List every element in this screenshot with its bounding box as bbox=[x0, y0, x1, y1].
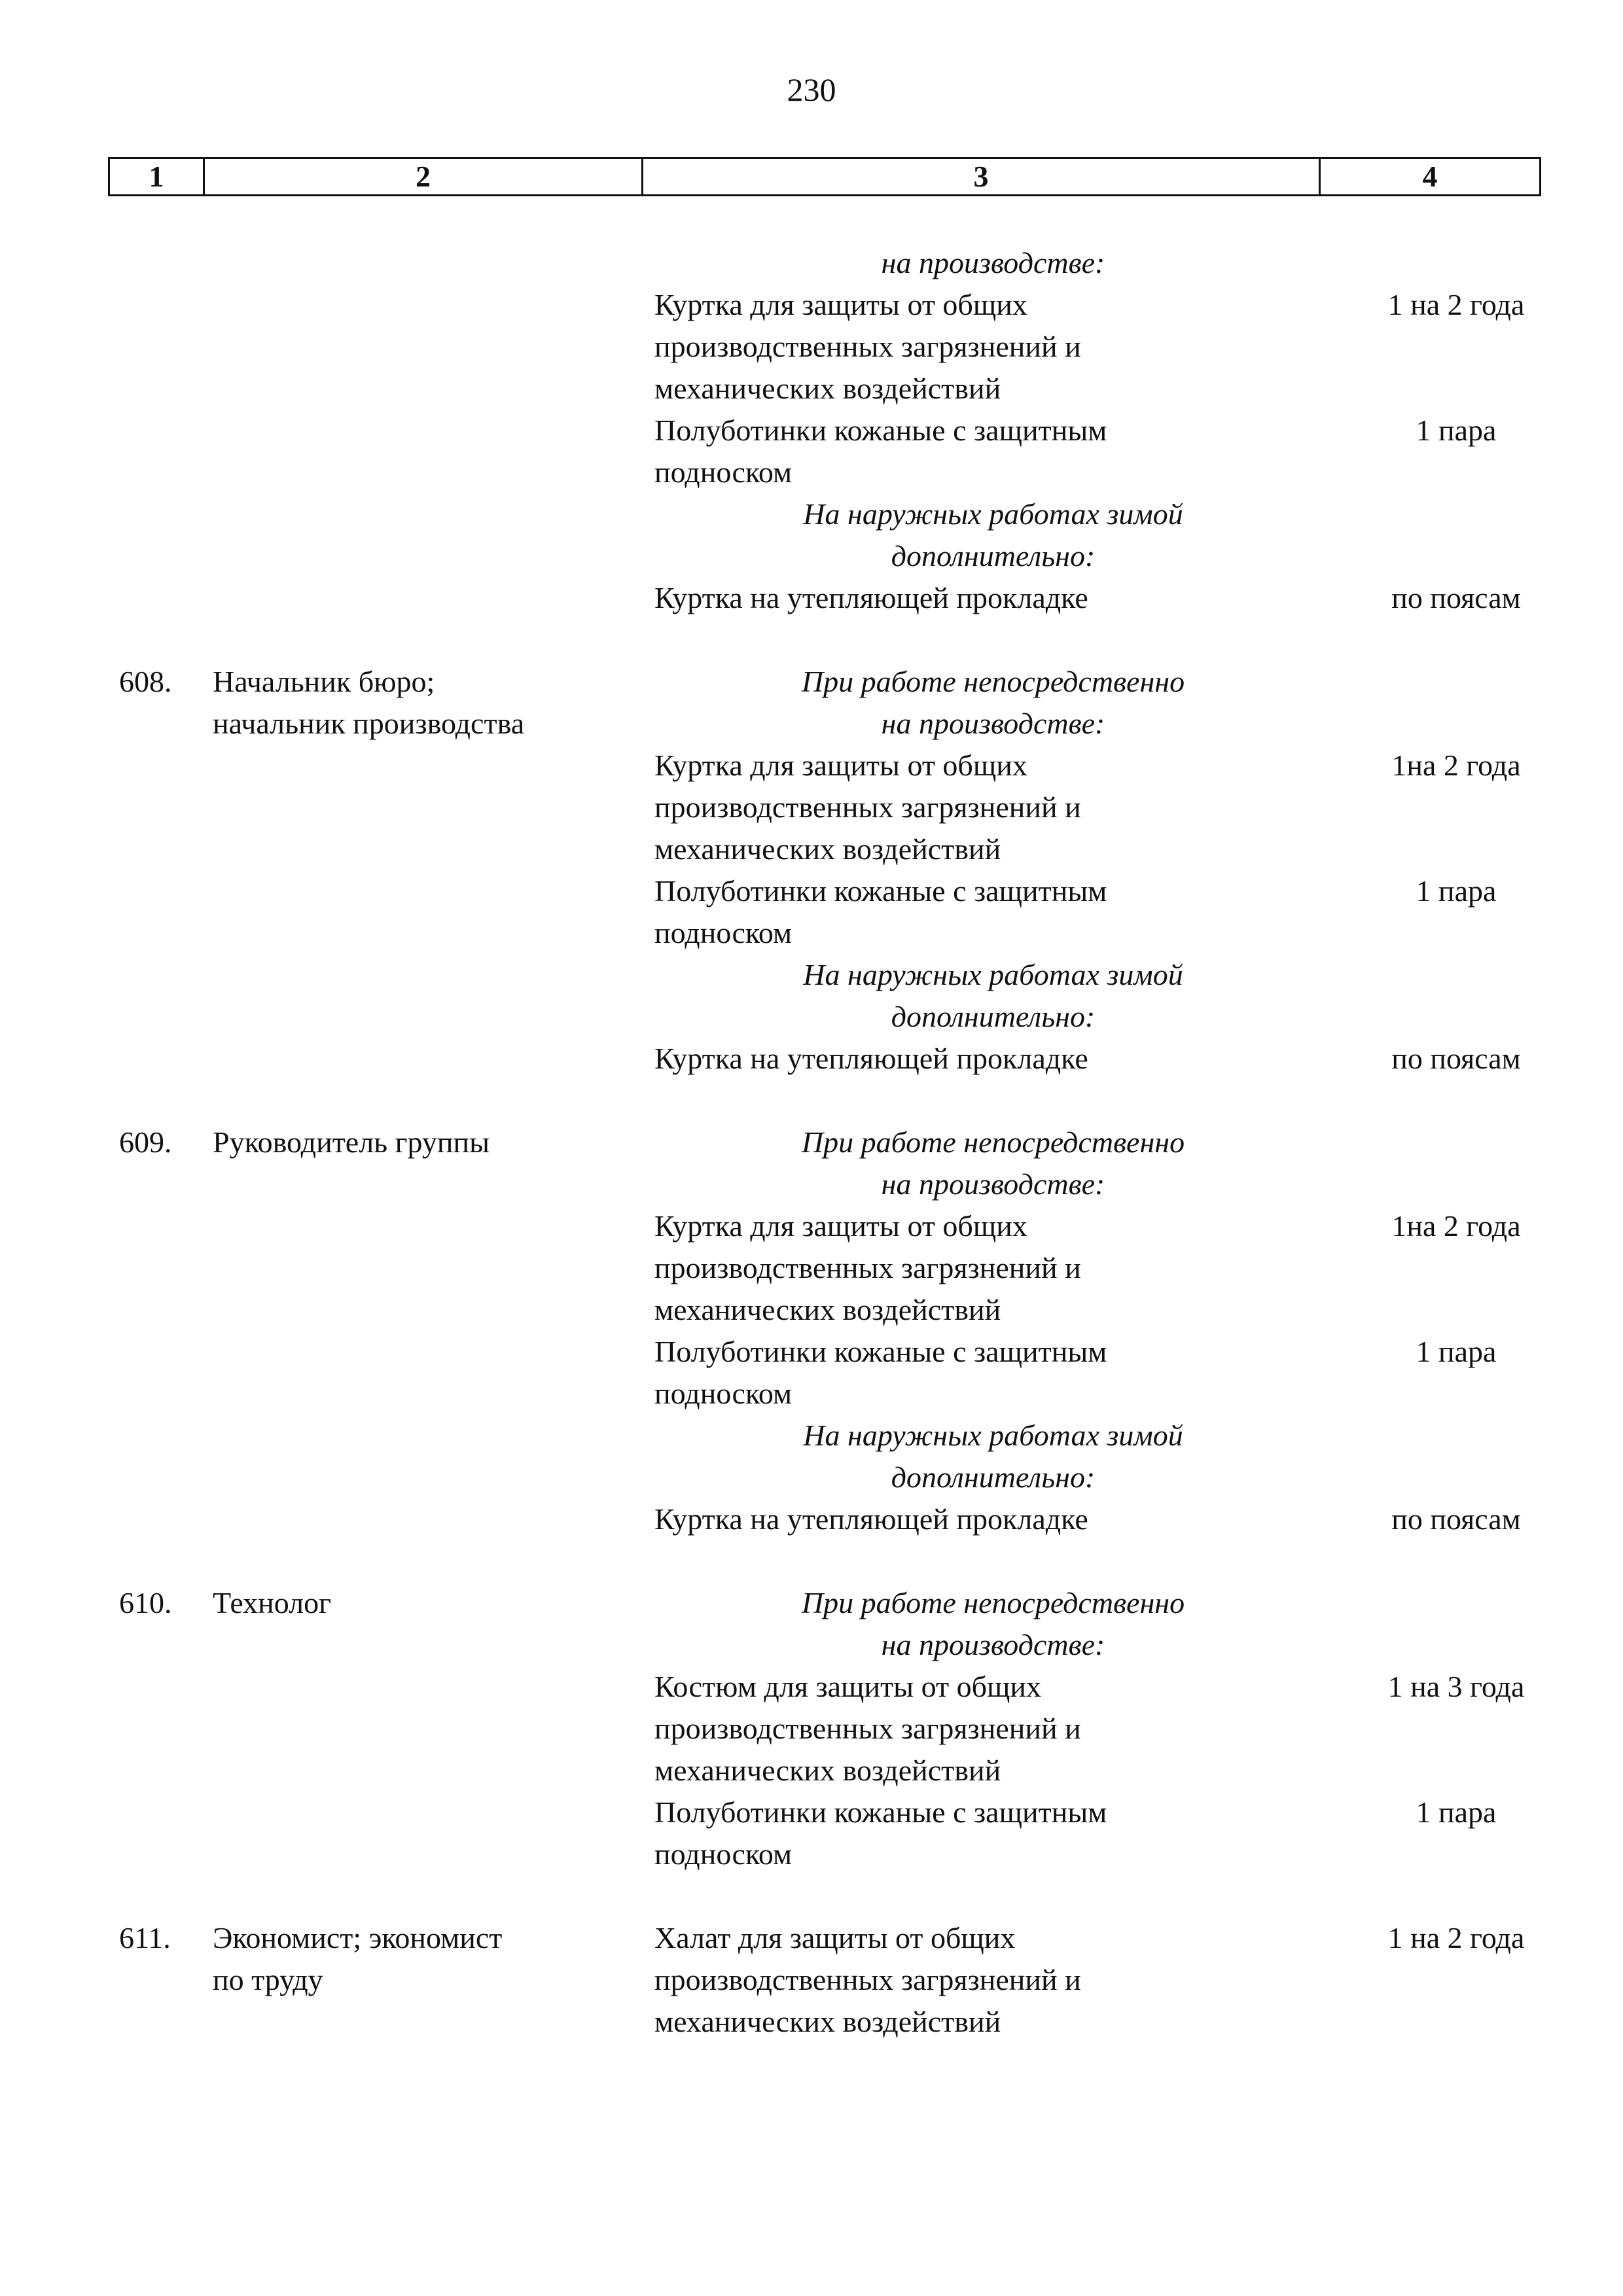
ppe-item: Полуботинки кожаные с защитным bbox=[654, 1335, 1107, 1368]
row-number: 611. bbox=[119, 1921, 171, 1954]
row-number: 608. bbox=[119, 665, 172, 698]
condition-subheading: на производстве: bbox=[881, 1167, 1105, 1201]
condition-subheading: дополнительно: bbox=[891, 1460, 1096, 1494]
profession-name: начальник производства bbox=[213, 707, 525, 740]
ppe-item: производственных загрязнений и bbox=[654, 330, 1081, 363]
profession-name: Начальник бюро; bbox=[213, 665, 435, 698]
header-col-2: 2 bbox=[205, 159, 643, 194]
ppe-item: подноском bbox=[654, 916, 793, 949]
ppe-item: механических воздействий bbox=[654, 1754, 1001, 1787]
issue-norm: по поясам bbox=[1391, 1042, 1521, 1075]
ppe-item: Полуботинки кожаные с защитным bbox=[654, 414, 1107, 447]
issue-norm: 1на 2 года bbox=[1391, 1209, 1521, 1243]
condition-subheading: на производстве: bbox=[881, 707, 1105, 740]
profession-name: Руководитель группы bbox=[213, 1125, 490, 1159]
row-number: 610. bbox=[119, 1586, 172, 1619]
condition-subheading: На наружных работах зимой bbox=[803, 958, 1183, 991]
condition-subheading: дополнительно: bbox=[891, 1000, 1096, 1033]
ppe-item: Куртка на утепляющей прокладке bbox=[654, 1042, 1088, 1075]
ppe-item: механических воздействий bbox=[654, 2005, 1001, 2038]
profession-name: по труду bbox=[213, 1963, 323, 1996]
ppe-item: производственных загрязнений и bbox=[654, 1251, 1081, 1284]
ppe-item: подноском bbox=[654, 455, 793, 489]
issue-norm: по поясам bbox=[1391, 581, 1521, 614]
condition-subheading: дополнительно: bbox=[891, 539, 1096, 573]
condition-subheading: на производстве: bbox=[881, 246, 1105, 279]
issue-norm: 1 пара bbox=[1416, 874, 1497, 908]
profession-name: Экономист; экономист bbox=[213, 1921, 503, 1954]
ppe-item: подноском bbox=[654, 1837, 793, 1871]
page-number: 230 bbox=[787, 71, 836, 108]
condition-subheading: При работе непосредственно bbox=[801, 1125, 1185, 1159]
ppe-item: механических воздействий bbox=[654, 1293, 1001, 1326]
ppe-item: производственных загрязнений и bbox=[654, 790, 1081, 824]
issue-norm: 1на 2 года bbox=[1391, 749, 1521, 782]
ppe-item: механических воздействий bbox=[654, 832, 1001, 866]
issue-norm: 1 пара bbox=[1416, 1795, 1497, 1829]
issue-norm: 1 на 3 года bbox=[1387, 1670, 1525, 1703]
ppe-item: подноском bbox=[654, 1377, 793, 1410]
condition-subheading: На наружных работах зимой bbox=[803, 1419, 1183, 1452]
ppe-item: Куртка для защиты от общих bbox=[654, 288, 1027, 321]
ppe-item: производственных загрязнений и bbox=[654, 1963, 1081, 1996]
condition-subheading: На наружных работах зимой bbox=[803, 497, 1183, 531]
header-col-3: 3 bbox=[643, 159, 1321, 194]
profession-name: Технолог bbox=[213, 1586, 331, 1619]
ppe-item: Халат для защиты от общих bbox=[654, 1921, 1016, 1954]
ppe-item: Куртка на утепляющей прокладке bbox=[654, 581, 1088, 614]
ppe-item: Куртка на утепляющей прокладке bbox=[654, 1502, 1088, 1536]
ppe-item: Костюм для защиты от общих bbox=[654, 1670, 1042, 1703]
table-header bbox=[108, 157, 1541, 196]
issue-norm: 1 на 2 года bbox=[1387, 288, 1525, 321]
issue-norm: 1 пара bbox=[1416, 414, 1497, 447]
issue-norm: 1 пара bbox=[1416, 1335, 1497, 1368]
ppe-item: Куртка для защиты от общих bbox=[654, 749, 1027, 782]
condition-subheading: на производстве: bbox=[881, 1628, 1105, 1661]
ppe-item: Куртка для защиты от общих bbox=[654, 1209, 1027, 1243]
issue-norm: 1 на 2 года bbox=[1387, 1921, 1525, 1954]
condition-subheading: При работе непосредственно bbox=[801, 1586, 1185, 1619]
ppe-item: Полуботинки кожаные с защитным bbox=[654, 1795, 1107, 1829]
ppe-item: производственных загрязнений и bbox=[654, 1712, 1081, 1745]
condition-subheading: При работе непосредственно bbox=[801, 665, 1185, 698]
header-col-1: 1 bbox=[110, 159, 205, 194]
ppe-item: Полуботинки кожаные с защитным bbox=[654, 874, 1107, 908]
row-number: 609. bbox=[119, 1125, 172, 1159]
issue-norm: по поясам bbox=[1391, 1502, 1521, 1536]
header-col-4: 4 bbox=[1422, 160, 1438, 193]
ppe-item: механических воздействий bbox=[654, 372, 1001, 405]
